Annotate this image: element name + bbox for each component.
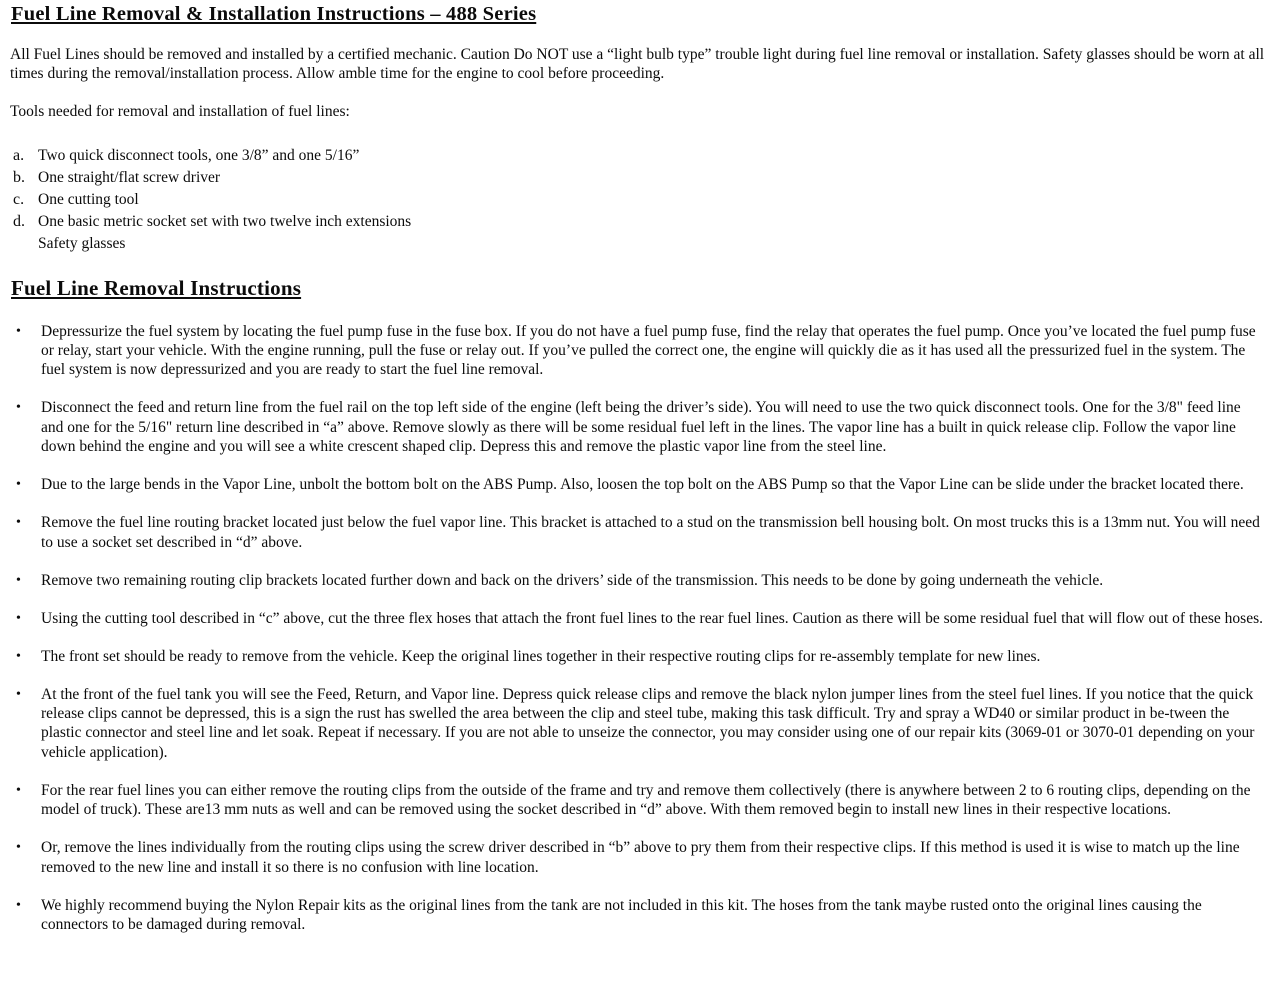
bullet-icon: • xyxy=(16,648,21,664)
bullet-icon: • xyxy=(16,610,21,626)
list-marker: d. xyxy=(13,213,25,231)
bullet-icon: • xyxy=(16,515,21,531)
step-item xyxy=(5,647,1265,666)
tools-list xyxy=(8,146,1265,253)
list-marker: a. xyxy=(13,147,25,165)
list-item-text: One basic metric socket set with two twelve inch extensions xyxy=(38,213,412,231)
bullet-icon: • xyxy=(16,840,21,856)
step-text: At the front of the fuel tank you will see the Feed, Return, and Vapor line. Depress quick release clips and remove the black nylon jumper lines from the steel fuel lines. If you notice that the quick release clips cannot be depressed, this is a sign the rust has swelled the area between the clip and steel tube, making this task difficult. Try and spray a WD40 or similar product in be-tween the plastic connector and steel line and let soak. Repeat if necessary. If you are not able to unseize the connector, you may consider using one of our repair kits (3069-01 or 3070-01 depending on your vehicle application). xyxy=(41,685,1255,761)
bullet-icon: • xyxy=(16,477,21,493)
list-item xyxy=(8,212,1265,231)
list-item-text: One straight/flat screw driver xyxy=(38,169,221,187)
list-marker: b. xyxy=(13,169,25,187)
tools-list-heading: Tools needed for removal and installation of fuel lines: xyxy=(10,102,350,120)
list-item-text: One cutting tool xyxy=(38,191,139,209)
list-marker: c. xyxy=(13,191,25,209)
step-item xyxy=(5,896,1265,935)
step-text: Or, remove the lines individually from the routing clips using the screw driver described in “b” above to pry them from their respective clips. If this method is used it is wise to match up the line removed to the new line and install it so there is no confusion with line location. xyxy=(41,839,1240,876)
step-text: Remove two remaining routing clip brackets located further down and back on the drivers’ side of the transmission. This needs to be done by going underneath the vehicle. xyxy=(41,571,1104,589)
step-text: The front set should be ready to remove from the vehicle. Keep the original lines together in their respective routing clips for re-assembly template for new lines. xyxy=(41,647,1041,665)
step-item xyxy=(5,571,1265,590)
intro-paragraph: All Fuel Lines should be removed and installed by a certified mechanic. Caution Do NOT use a “light bulb type” trouble light during fuel line removal or installation. Safety glasses should be worn at all times during the removal/installation process. Allow amble time for the engine to cool before proceeding. xyxy=(10,46,1265,83)
step-item xyxy=(5,513,1265,552)
list-item xyxy=(8,190,1265,209)
bullet-icon: • xyxy=(16,400,21,416)
step-text: We highly recommend buying the Nylon Repair kits as the original lines from the tank are not included in this kit. The hoses from the tank maybe rusted onto the original lines causing the connectors to be damaged during removal. xyxy=(41,896,1202,934)
step-text: Using the cutting tool described in “c” above, cut the three flex hoses that attach the front fuel lines to the rear fuel lines. Caution as there will be some residual fuel that will flow out of these hoses. xyxy=(41,609,1263,627)
step-text: Disconnect the feed and return line from the fuel rail on the top left side of the engine (left being the driver’s side). You will need to use the two quick disconnect tools. One for the 3/8" feed line and one for the 5/16" return line described in “a” above. Remove slowly as there will be some residual fuel left in the lines. The vapor line has a built in quick release clip. Follow the vapor line down behind the engine and you will see a white crescent shaped clip. Depress this and remove the plastic vapor line from the steel line. xyxy=(41,399,1241,456)
list-item xyxy=(8,168,1265,187)
step-item xyxy=(5,781,1265,820)
step-text: Depressurize the fuel system by locating the fuel pump fuse in the fuse box. If you do not have a fuel pump fuse, find the relay that operates the fuel pump. Once you’ve located the fuel pump fuse or relay, start your vehicle. With the engine running, pull the fuse or relay out. If you’ve pulled the correct one, the engine will quickly die as it has used all the pressurized fuel in the system. The fuel system is now depressurized and you are ready to start the fuel line removal. xyxy=(41,322,1256,379)
step-text: For the rear fuel lines you can either remove the routing clips from the outside of the frame and try and remove them collectively (there is anywhere between 2 to 6 routing clips, depending on the model of truck). These are13 mm nuts as well and can be removed using the socket described in “d” above. With them removed begin to install new lines in their respective locations. xyxy=(41,781,1251,819)
bullet-icon: • xyxy=(16,897,21,913)
list-item-text: Two quick disconnect tools, one 3/8” and one 5/16” xyxy=(38,147,360,165)
step-item xyxy=(5,398,1265,456)
bullet-icon: • xyxy=(16,782,21,798)
step-item xyxy=(5,322,1265,380)
section-heading: Fuel Line Removal Instructions xyxy=(11,275,302,300)
document-title: Fuel Line Removal & Installation Instructions – 488 Series xyxy=(11,3,537,25)
list-item-text: Safety glasses xyxy=(38,235,126,253)
step-item xyxy=(5,475,1265,494)
bullet-icon: • xyxy=(16,572,21,588)
bullet-icon: • xyxy=(16,323,21,339)
step-item xyxy=(5,838,1265,877)
list-item xyxy=(8,146,1265,165)
step-text: Remove the fuel line routing bracket located just below the fuel vapor line. This bracket is attached to a stud on the transmission bell housing bolt. On most trucks this is a 13mm nut. You will need to use a socket set described in “d” above. xyxy=(41,514,1260,551)
step-text: Due to the large bends in the Vapor Line, unbolt the bottom bolt on the ABS Pump. Also, loosen the top bolt on the ABS Pump so that the Vapor Line can be slide under the bracket located there. xyxy=(41,476,1244,494)
bullet-icon: • xyxy=(16,686,21,702)
steps-list xyxy=(5,322,1265,935)
list-item xyxy=(8,234,1265,253)
step-item xyxy=(5,685,1265,763)
step-item xyxy=(5,609,1265,628)
